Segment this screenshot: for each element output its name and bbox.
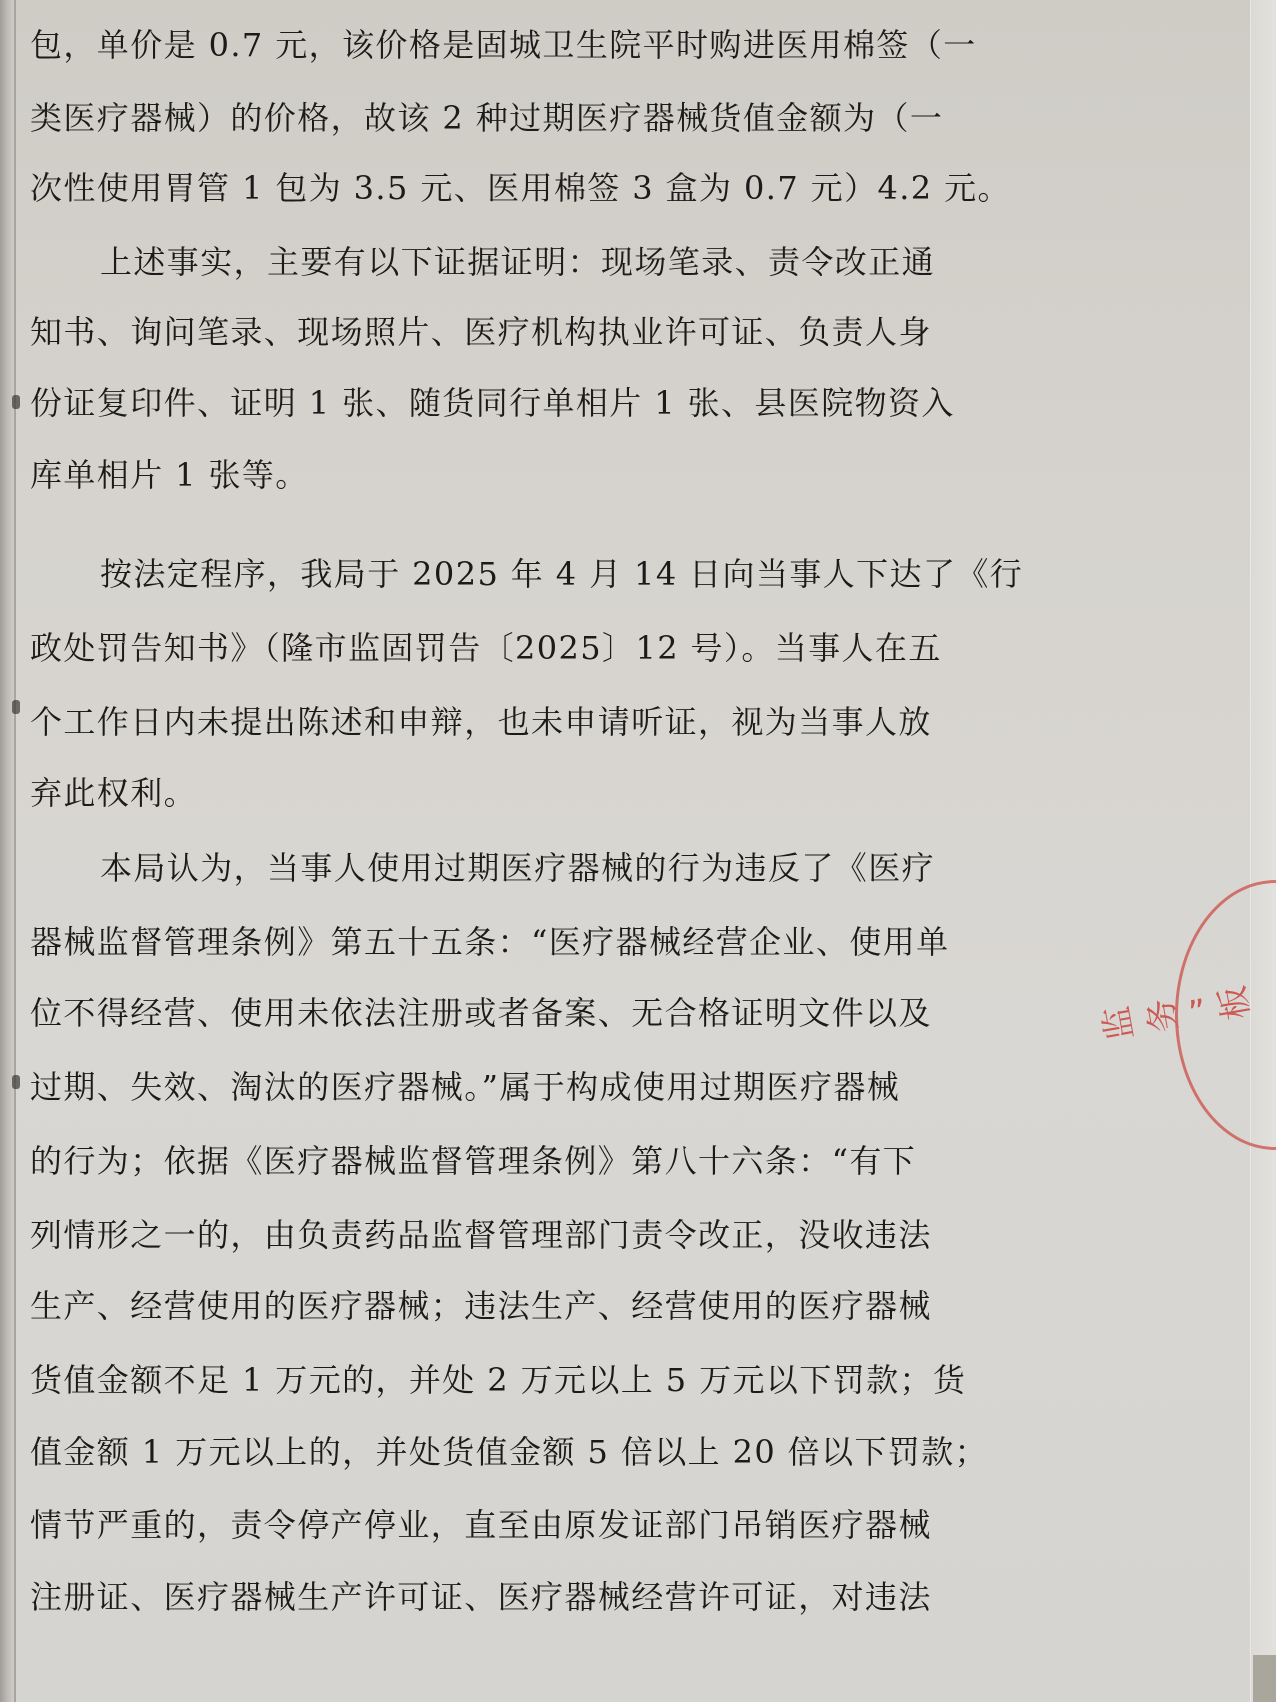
text-line: 位不得经营、使用未依法注册或者备案、无合格证明文件以及 [30, 994, 932, 1032]
page-right-edge [1250, 0, 1276, 1702]
text-line: 次性使用胃管 1 包为 3.5 元、医用棉签 3 盒为 0.7 元）4.2 元。 [30, 169, 1011, 207]
text-line: 的行为；依据《医疗器械监督管理条例》第八十六条：“有下 [30, 1142, 917, 1180]
text-line: 列情形之一的，由负责药品监督管理部门责令改正，没收违法 [30, 1216, 932, 1254]
official-seal-stamp [1097, 880, 1265, 1150]
text-line: 知书、询问笔录、现场照片、医疗机构执业许可证、负责人身 [30, 313, 932, 351]
text-line: 过期、失效、淘汰的医疗器械。”属于构成使用过期医疗器械 [30, 1068, 901, 1106]
seal-text: 监 务 ” 板 [1097, 983, 1255, 1050]
paragraph-start-line: 本局认为，当事人使用过期医疗器械的行为违反了《医疗 [100, 849, 936, 887]
page-fold-line [14, 0, 16, 1702]
binding-staple-mark [12, 395, 20, 409]
paragraph-start-line: 按法定程序，我局于 2025 年 4 月 14 日向当事人下达了《行 [100, 555, 1024, 593]
binding-staple-mark [12, 1075, 20, 1089]
text-line: 器械监督管理条例》第五十五条：“医疗器械经营企业、使用单 [30, 923, 950, 961]
text-line: 弃此权利。 [30, 774, 198, 812]
text-line: 情节严重的，责令停产停业，直至由原发证部门吊销医疗器械 [30, 1506, 932, 1544]
text-line: 类医疗器械）的价格，故该 2 种过期医疗器械货值金额为（一 [30, 99, 944, 137]
paragraph-start-line: 上述事实，主要有以下证据证明：现场笔录、责令改正通 [100, 243, 936, 281]
text-line: 份证复印件、证明 1 张、随货同行单相片 1 张、县医院物资入 [30, 384, 955, 422]
text-line: 生产、经营使用的医疗器械；违法生产、经营使用的医疗器械 [30, 1287, 932, 1325]
text-line: 政处罚告知书》（隆市监固罚告〔2025〕12 号）。当事人在五 [30, 629, 942, 667]
page-corner-shadow [1253, 1655, 1276, 1702]
text-line: 货值金额不足 1 万元的，并处 2 万元以上 5 万元以下罚款；货 [30, 1361, 967, 1399]
text-line: 个工作日内未提出陈述和申辩，也未申请听证，视为当事人放 [30, 703, 932, 741]
page-binding-edge [0, 0, 14, 1702]
text-line: 值金额 1 万元以上的，并处货值金额 5 倍以上 20 倍以下罚款； [30, 1433, 989, 1471]
text-line: 包，单价是 0.7 元，该价格是固城卫生院平时购进医用棉签（一 [30, 26, 977, 64]
text-line: 库单相片 1 张等。 [30, 456, 309, 494]
text-line: 注册证、医疗器械生产许可证、医疗器械经营许可证，对违法 [30, 1578, 932, 1616]
binding-staple-mark [12, 700, 20, 714]
